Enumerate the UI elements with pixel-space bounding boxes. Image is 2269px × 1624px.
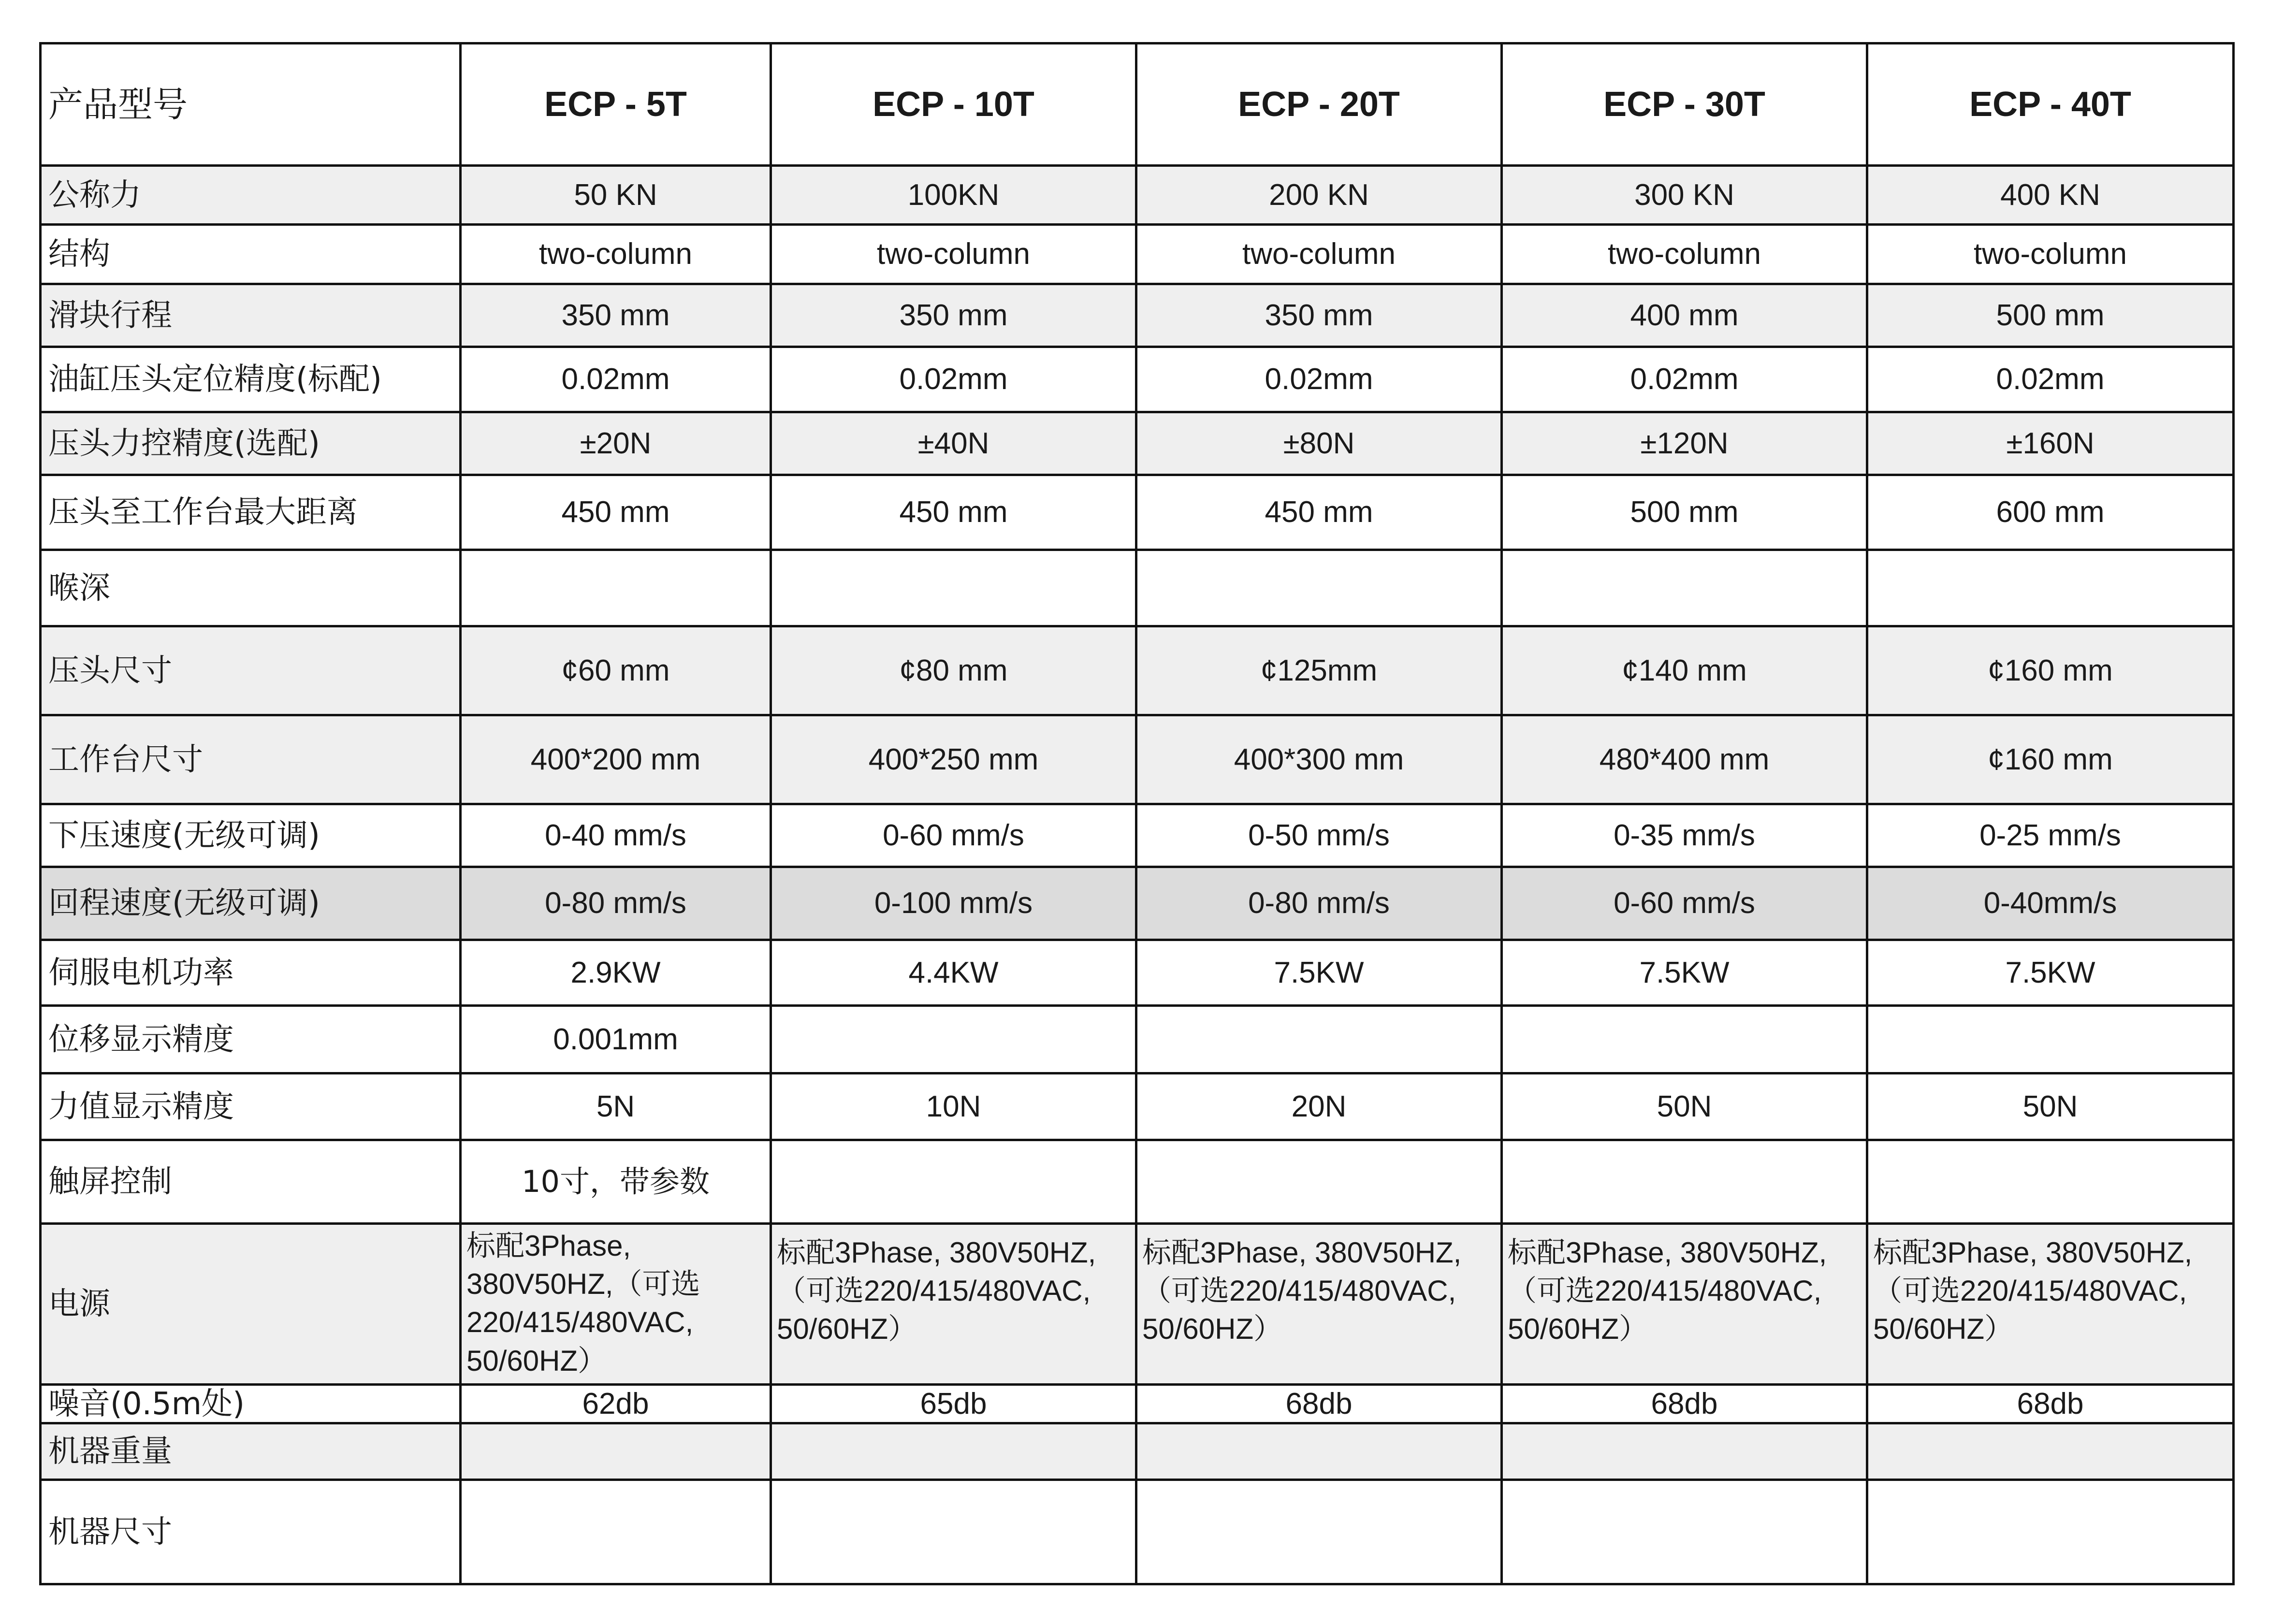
table-cell	[1136, 1006, 1502, 1073]
table-cell: ¢80 mm	[771, 626, 1136, 715]
table-cell	[1867, 1140, 2234, 1224]
row-label: 喉深	[41, 550, 461, 626]
table-cell	[771, 1006, 1136, 1073]
table-cell	[1502, 1140, 1867, 1224]
table-cell: 标配3Phase, 380V50HZ, （可选220/415/480VAC, 50/60HZ）	[1502, 1224, 1867, 1385]
table-cell: 400 mm	[1502, 284, 1867, 347]
table-cell	[771, 550, 1136, 626]
table-cell: 600 mm	[1867, 475, 2234, 550]
table-cell: 2.9KW	[461, 940, 771, 1006]
table-cell	[771, 1140, 1136, 1224]
table-cell: ¢160 mm	[1867, 715, 2234, 804]
table-row	[41, 347, 2234, 412]
table-cell: 0.001mm	[461, 1006, 771, 1073]
table-cell: ¢160 mm	[1867, 626, 2234, 715]
table-cell	[1867, 1006, 2234, 1073]
table-row	[41, 940, 2234, 1006]
table-cell: 标配3Phase, 380V50HZ,（可选 220/415/480VAC, 50/60HZ）	[461, 1224, 771, 1385]
table-cell	[1502, 1006, 1867, 1073]
table-row	[41, 1423, 2234, 1480]
table-cell	[1136, 550, 1502, 626]
row-label: 下压速度(无级可调)	[41, 804, 461, 867]
model-header: ECP - 20T	[1136, 44, 1502, 166]
table-cell: 0.02mm	[771, 347, 1136, 412]
table-cell: 50N	[1502, 1073, 1867, 1140]
row-label: 触屏控制	[41, 1140, 461, 1224]
row-label: 公称力	[41, 166, 461, 225]
table-cell: 标配3Phase, 380V50HZ, （可选220/415/480VAC, 50/60HZ）	[1867, 1224, 2234, 1385]
model-header: ECP - 40T	[1867, 44, 2234, 166]
table-cell: 0.02mm	[1867, 347, 2234, 412]
table-cell	[771, 1480, 1136, 1584]
table-cell: 0-60 mm/s	[771, 804, 1136, 867]
table-cell: 450 mm	[771, 475, 1136, 550]
row-label: 机器重量	[41, 1423, 461, 1480]
table-row	[41, 550, 2234, 626]
row-label: 压头至工作台最大距离	[41, 475, 461, 550]
table-cell: 68db	[1867, 1385, 2234, 1423]
table-cell: 4.4KW	[771, 940, 1136, 1006]
table-cell: 0-40 mm/s	[461, 804, 771, 867]
row-label: 位移显示精度	[41, 1006, 461, 1073]
table-cell	[1867, 1423, 2234, 1480]
table-row	[41, 804, 2234, 867]
table-cell: 500 mm	[1867, 284, 2234, 347]
table-cell	[1136, 1480, 1502, 1584]
table-cell: 10寸，带参数	[461, 1140, 771, 1224]
table-cell: 480*400 mm	[1502, 715, 1867, 804]
table-cell	[1502, 1423, 1867, 1480]
row-label: 噪音(0.5m处)	[41, 1385, 461, 1423]
table-row	[41, 1480, 2234, 1584]
spec-table	[39, 42, 2235, 1585]
table-cell: 7.5KW	[1136, 940, 1502, 1006]
table-cell	[1136, 1423, 1502, 1480]
row-label: 回程速度(无级可调)	[41, 867, 461, 940]
table-cell: 0-50 mm/s	[1136, 804, 1502, 867]
table-cell: two-column	[771, 225, 1136, 284]
table-row	[41, 1073, 2234, 1140]
table-cell: ¢60 mm	[461, 626, 771, 715]
model-header: ECP - 10T	[771, 44, 1136, 166]
table-cell	[461, 550, 771, 626]
table-cell: 0-80 mm/s	[461, 867, 771, 940]
table-row	[41, 412, 2234, 475]
table-cell: 标配3Phase, 380V50HZ, （可选220/415/480VAC, 50/60HZ）	[1136, 1224, 1502, 1385]
table-cell: 500 mm	[1502, 475, 1867, 550]
table-row	[41, 475, 2234, 550]
table-cell: two-column	[1502, 225, 1867, 284]
table-cell: 350 mm	[461, 284, 771, 347]
table-cell: 100KN	[771, 166, 1136, 225]
table-cell: 0-35 mm/s	[1502, 804, 1867, 867]
table-cell: 0.02mm	[1502, 347, 1867, 412]
table-cell: 62db	[461, 1385, 771, 1423]
table-cell	[1136, 1140, 1502, 1224]
table-cell: two-column	[461, 225, 771, 284]
row-label: 压头尺寸	[41, 626, 461, 715]
table-cell: 0-60 mm/s	[1502, 867, 1867, 940]
table-cell: ¢140 mm	[1502, 626, 1867, 715]
table-row	[41, 1224, 2234, 1385]
table-cell: 7.5KW	[1502, 940, 1867, 1006]
row-label: 电源	[41, 1224, 461, 1385]
table-cell: ±120N	[1502, 412, 1867, 475]
header-label: 产品型号	[41, 44, 461, 166]
table-cell: 0-100 mm/s	[771, 867, 1136, 940]
row-label: 力值显示精度	[41, 1073, 461, 1140]
table-cell: 20N	[1136, 1073, 1502, 1140]
table-row	[41, 1006, 2234, 1073]
table-row	[41, 166, 2234, 225]
table-cell	[461, 1480, 771, 1584]
table-cell: ±40N	[771, 412, 1136, 475]
table-cell: 标配3Phase, 380V50HZ, （可选220/415/480VAC, 50/60HZ）	[771, 1224, 1136, 1385]
table-cell: 0-40mm/s	[1867, 867, 2234, 940]
table-cell: 0.02mm	[461, 347, 771, 412]
table-cell: 5N	[461, 1073, 771, 1140]
table-cell: two-column	[1136, 225, 1502, 284]
table-cell: 350 mm	[1136, 284, 1502, 347]
table-cell: 50N	[1867, 1073, 2234, 1140]
table-cell: 400*250 mm	[771, 715, 1136, 804]
table-cell: 400*300 mm	[1136, 715, 1502, 804]
row-label: 滑块行程	[41, 284, 461, 347]
table-cell: 300 KN	[1502, 166, 1867, 225]
table-cell	[1502, 1480, 1867, 1584]
table-row	[41, 284, 2234, 347]
table-row	[41, 867, 2234, 940]
table-cell: 400 KN	[1867, 166, 2234, 225]
table-cell	[771, 1423, 1136, 1480]
table-cell: 200 KN	[1136, 166, 1502, 225]
table-cell: two-column	[1867, 225, 2234, 284]
row-label: 机器尺寸	[41, 1480, 461, 1584]
row-label: 压头力控精度(选配)	[41, 412, 461, 475]
table-cell: 0-25 mm/s	[1867, 804, 2234, 867]
table-cell: 400*200 mm	[461, 715, 771, 804]
table-cell: 50 KN	[461, 166, 771, 225]
table-cell: 450 mm	[461, 475, 771, 550]
table-cell: ±160N	[1867, 412, 2234, 475]
row-label: 结构	[41, 225, 461, 284]
model-header: ECP - 30T	[1502, 44, 1867, 166]
table-row	[41, 1385, 2234, 1423]
table-cell: 10N	[771, 1073, 1136, 1140]
model-header: ECP - 5T	[461, 44, 771, 166]
table-cell: 68db	[1136, 1385, 1502, 1423]
table-cell: ¢125mm	[1136, 626, 1502, 715]
table-cell: 0-80 mm/s	[1136, 867, 1502, 940]
row-label: 工作台尺寸	[41, 715, 461, 804]
table-cell: 350 mm	[771, 284, 1136, 347]
table-cell: 68db	[1502, 1385, 1867, 1423]
row-label: 伺服电机功率	[41, 940, 461, 1006]
table-cell	[1867, 550, 2234, 626]
row-label: 油缸压头定位精度(标配)	[41, 347, 461, 412]
table-cell	[1502, 550, 1867, 626]
table-cell: 7.5KW	[1867, 940, 2234, 1006]
table-cell: ±20N	[461, 412, 771, 475]
table-row	[41, 1140, 2234, 1224]
table-row	[41, 225, 2234, 284]
table-cell: ±80N	[1136, 412, 1502, 475]
table-cell	[1867, 1480, 2234, 1584]
table-cell: 450 mm	[1136, 475, 1502, 550]
table-row	[41, 715, 2234, 804]
table-header-row	[41, 44, 2234, 166]
table-row	[41, 626, 2234, 715]
table-cell: 0.02mm	[1136, 347, 1502, 412]
table-cell	[461, 1423, 771, 1480]
table-cell: 65db	[771, 1385, 1136, 1423]
